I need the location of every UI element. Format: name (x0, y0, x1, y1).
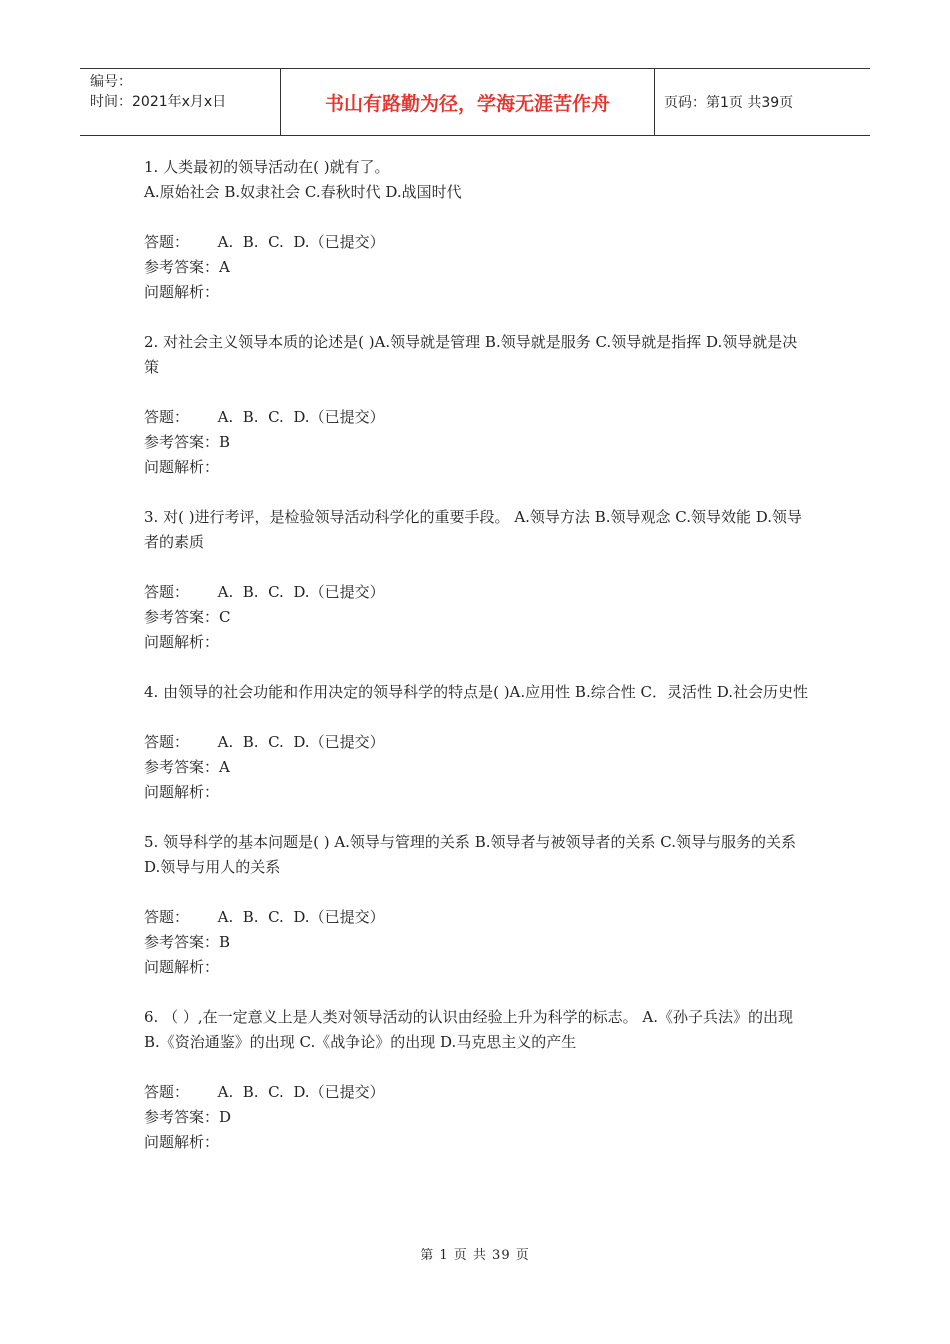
analysis-label: 问题解析： (144, 958, 220, 976)
question-item (144, 830, 808, 980)
reference-answer: 参考答案：A (144, 758, 230, 776)
question-options: A.原始社会 B.奴隶社会 C.春秋时代 D.战国时代 (144, 183, 462, 201)
reference-answer: 参考答案：B (144, 933, 231, 951)
reference-answer: 参考答案：C (144, 608, 231, 626)
question-item (144, 680, 808, 805)
question-stem: 1. 人类最初的领导活动在( )就有了。 (144, 158, 390, 176)
reference-answer: 参考答案：D (144, 1108, 232, 1126)
number-label: 编号： (90, 74, 132, 90)
answer-line: 答题： A. B. C. D.（已提交） (144, 583, 385, 601)
question-item (144, 330, 808, 480)
analysis-label: 问题解析： (144, 283, 220, 301)
analysis-label: 问题解析： (144, 783, 220, 801)
answer-line: 答题： A. B. C. D.（已提交） (144, 908, 385, 926)
answer-line: 答题： A. B. C. D.（已提交） (144, 233, 385, 251)
reference-answer: 参考答案：A (144, 258, 230, 276)
header-motto-cell (281, 69, 655, 135)
header-left-cell (80, 69, 281, 135)
header-page-cell (655, 69, 870, 135)
reference-answer: 参考答案：B (144, 433, 231, 451)
analysis-label: 问题解析： (144, 458, 220, 476)
answer-line: 答题： A. B. C. D.（已提交） (144, 733, 385, 751)
footer-page-number: 第 1 页 共 39 页 (420, 1248, 530, 1263)
page-footer (0, 1244, 950, 1263)
analysis-label: 问题解析： (144, 1133, 220, 1151)
question-stem: 3. 对( )进行考评，是检验领导活动科学化的重要手段。 A.领导方法 B.领导观念 C.领导效能 D.领导者的素质 (144, 508, 802, 551)
analysis-label: 问题解析： (144, 633, 220, 651)
question-list (144, 155, 808, 1180)
motto-text: 书山有路勤为径，学海无涯苦作舟 (324, 92, 610, 115)
question-item (144, 1005, 808, 1155)
question-item (144, 505, 808, 655)
header-table (80, 68, 870, 136)
time-label: 时间：2021年x月x日 (90, 94, 227, 110)
question-item (144, 155, 808, 305)
answer-line: 答题： A. B. C. D.（已提交） (144, 408, 385, 426)
question-stem: 6. （ ）,在一定意义上是人类对领导活动的认识由经验上升为科学的标志。 A.《孙子兵法》的出现 B.《资治通鉴》的出现 C.《战争论》的出现 D.马克思主义的产生 (144, 1008, 793, 1051)
question-stem: 4. 由领导的社会功能和作用决定的领导科学的特点是( )A.应用性 B.综合性 C．灵活性 D.社会历史性 (144, 683, 808, 701)
question-stem: 2. 对社会主义领导本质的论述是( )A.领导就是管理 B.领导就是服务 C.领导就是指挥 D.领导就是决策 (144, 333, 798, 376)
question-stem: 5. 领导科学的基本问题是( ) A.领导与管理的关系 B.领导者与被领导者的关系 C.领导与服务的关系 D.领导与用人的关系 (144, 833, 796, 876)
page-info: 页码：第1页 共39页 (664, 95, 794, 111)
answer-line: 答题： A. B. C. D.（已提交） (144, 1083, 385, 1101)
